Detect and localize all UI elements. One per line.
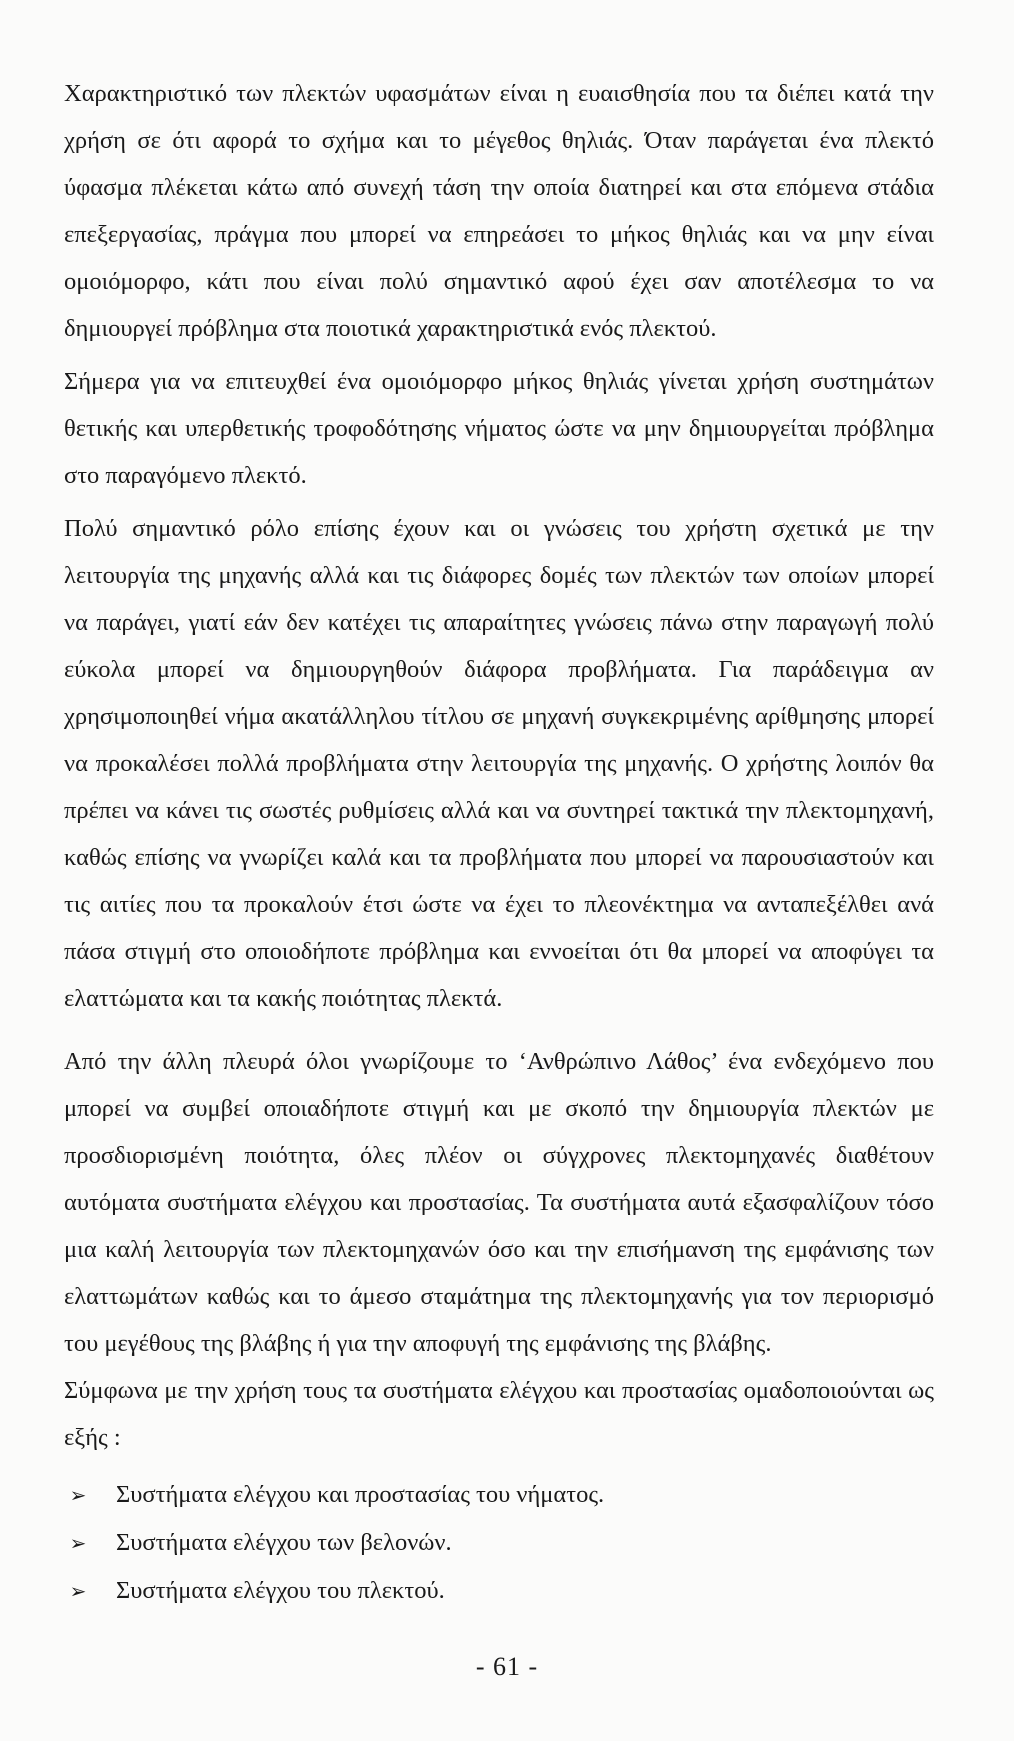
paragraph-5: Σύμφωνα με την χρήση τους τα συστήματα ελέγχου και προστασίας ομαδοποιούνται ως εξής :: [64, 1377, 934, 1451]
page-number: - 61 -: [475, 1652, 539, 1681]
list-item-text: Συστήματα ελέγχου και προστασίας του νήματος.: [116, 1481, 605, 1508]
list-item: [64, 1471, 934, 1519]
list-item: [64, 1567, 934, 1615]
arrowhead-bullet-icon: ➢: [69, 1531, 87, 1555]
list-item: [64, 1519, 934, 1567]
list-item-text: Συστήματα ελέγχου των βελονών.: [116, 1529, 452, 1556]
paragraph-2: Σήμερα για να επιτευχθεί ένα ομοιόμορφο μήκος θηλιάς γίνεται χρήση συστημάτων θετικής και υπερθετικής τροφοδότησης νήματος ώστε να μην δημιουργείται πρόβλημα στο παραγόμενο πλεκτό.: [64, 368, 934, 489]
list-item-text: Συστήματα ελέγχου του πλεκτού.: [116, 1577, 445, 1604]
paragraph-3: Πολύ σημαντικό ρόλο επίσης έχουν και οι γνώσεις του χρήστη σχετικά με την λειτουργία της μηχανής αλλά και τις διάφορες δομές των πλεκτών των οποίων μπορεί να παράγει, γιατί εάν δεν κατέχει τις απαραίτητες γνώσεις πάνω στην παραγωγή πολύ εύκολα μπορεί να δημιουργηθούν διάφορα προβλήματα. Για παράδειγμα αν χρησιμοποιηθεί νήμα ακατάλληλου τίτλου σε μηχανή συγκεκριμένης αρίθμησης μπορεί να προκαλέσει πολλά προβλήματα στην λειτουργία της μηχανής. Ο χρήστης λοιπόν θα πρέπει να κάνει τις σωστές ρυθμίσεις αλλά και να συντηρεί τακτικά την πλεκτομηχανή, καθώς επίσης να γνωρίζει καλά και τα προβλήματα που μπορεί να παρουσιαστούν και τις αιτίες που τα προκαλούν έτσι ώστε να έχει το πλεονέκτημα να ανταπεξέλθει ανά πάσα στιγμή στο οποιοδήποτε πρόβλημα και εννοείται ότι θα μπορεί να αποφύγει τα ελαττώματα και τα κακής ποιότητας πλεκτά.: [64, 515, 934, 1012]
paragraph-1: Χαρακτηριστικό των πλεκτών υφασμάτων είναι η ευαισθησία που τα διέπει κατά την χρήση σε ότι αφορά το σχήμα και το μέγεθος θηλιάς. Όταν παράγεται ένα πλεκτό ύφασμα πλέκεται κάτω από συνεχή τάση την οποία διατηρεί και στα επόμενα στάδια επεξεργασίας, πράγμα που μπορεί να επηρεάσει το μήκος θηλιάς και να μην είναι ομοιόμορφο, κάτι που είναι πολύ σημαντικό αφού έχει σαν αποτέλεσμα το να δημιουργεί πρόβλημα στα ποιοτικά χαρακτηριστικά ενός πλεκτού.: [64, 80, 934, 342]
arrowhead-bullet-icon: ➢: [69, 1579, 87, 1603]
paragraph-4: Από την άλλη πλευρά όλοι γνωρίζουμε το ‘Ανθρώπινο Λάθος’ ένα ενδεχόμενο που μπορεί να συμβεί οποιαδήποτε στιγμή και με σκοπό την δημιουργία πλεκτών με προσδιορισμένη ποιότητα, όλες πλέον οι σύγχρονες πλεκτομηχανές διαθέτουν αυτόματα συστήματα ελέγχου και προστασίας. Τα συστήματα αυτά εξασφαλίζουν τόσο μια καλή λειτουργία των πλεκτομηχανών όσο και την επισήμανση της εμφάνισης των ελαττωμάτων καθώς και το άμεσο σταμάτημα της πλεκτομηχανής για τον περιορισμό του μεγέθους της βλάβης ή για την αποφυγή της εμφάνισης της βλάβης.: [64, 1048, 934, 1357]
arrowhead-bullet-icon: ➢: [69, 1483, 87, 1507]
document-body: [64, 70, 934, 1615]
bullet-list: [64, 1471, 934, 1615]
